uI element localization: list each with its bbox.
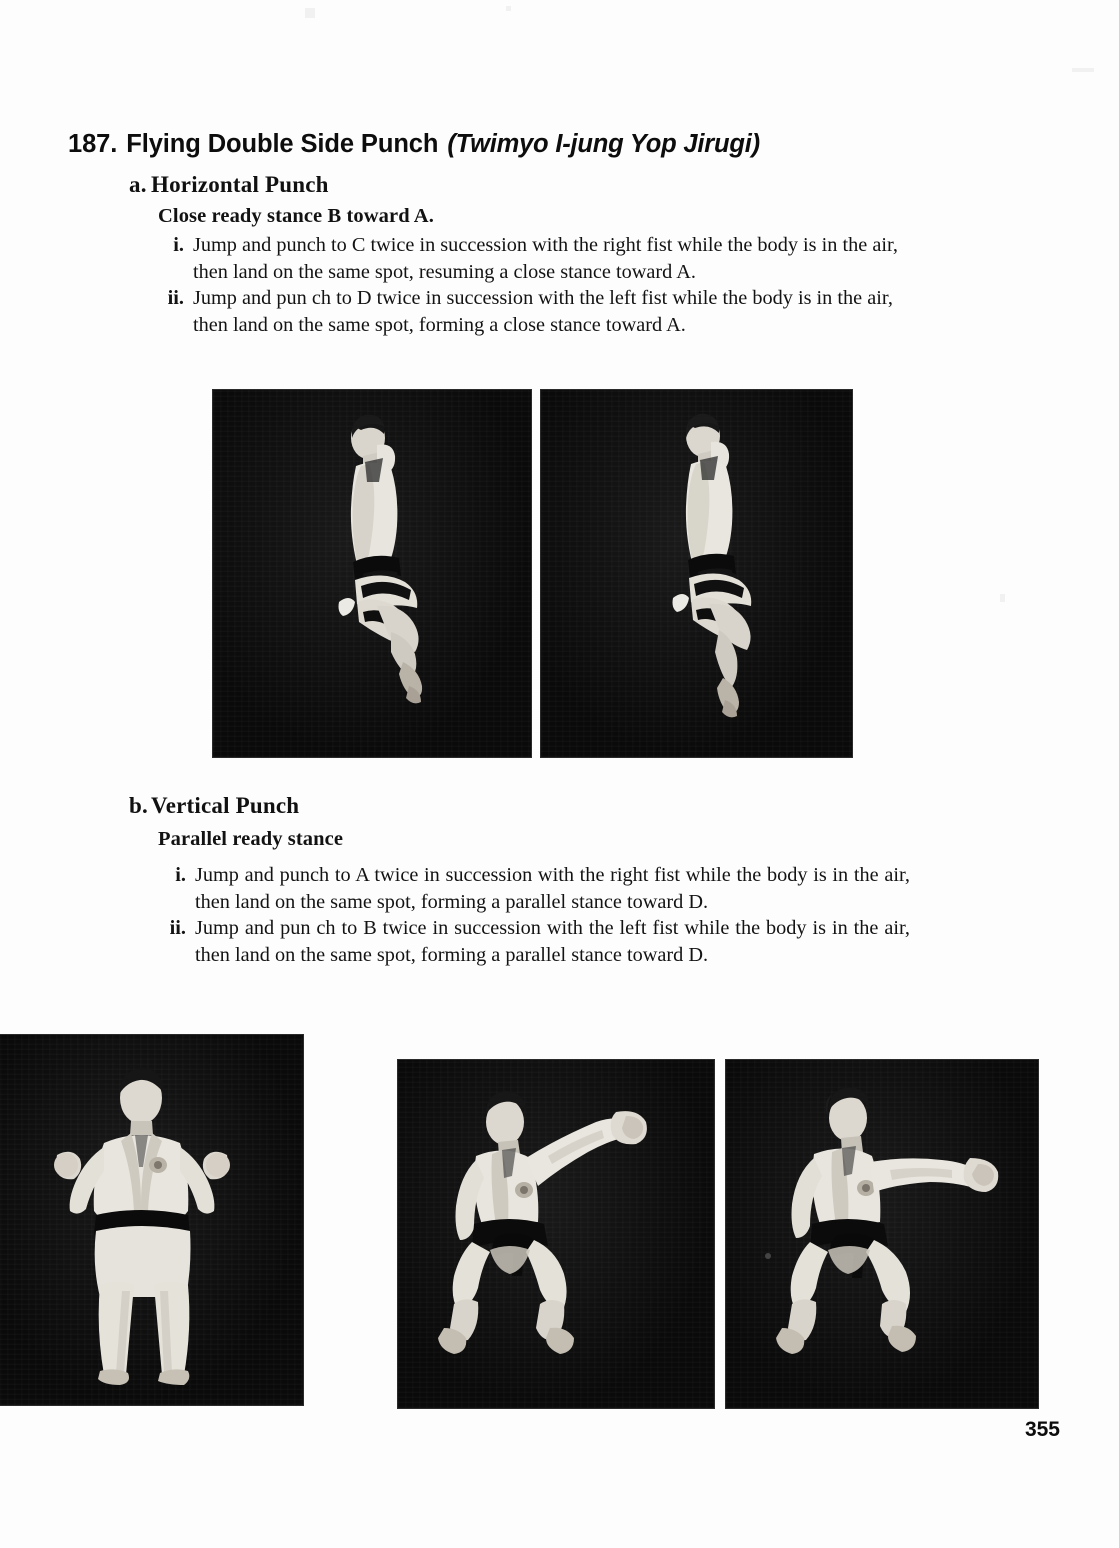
list-item <box>160 915 910 968</box>
section-b-title: Vertical Punch <box>151 793 300 818</box>
figure-airborne-tucked-2 <box>541 390 852 757</box>
step-marker: ii. <box>169 917 186 939</box>
photo-parallel-ready-stance <box>0 1035 303 1405</box>
section-a-title: Horizontal Punch <box>151 172 329 197</box>
scan-artifact <box>305 8 315 18</box>
list-item <box>160 862 910 915</box>
photo-horizontal-punch-1 <box>213 390 531 757</box>
scan-artifact <box>1072 68 1094 72</box>
list-item <box>158 285 920 338</box>
heading-korean-term: (Twimyo I-jung Yop Jirugi) <box>447 130 760 158</box>
photo-horizontal-punch-2 <box>541 390 852 757</box>
step-text: Jump and pun ch to B twice in succession with the left fist while the body is in the air, then land on the same spot, forming a parallel stance toward D. <box>195 917 910 966</box>
section-a-steps <box>158 232 920 338</box>
figure-airborne-punch-1 <box>398 1060 714 1408</box>
section-a-heading <box>129 172 329 198</box>
heading-number: 187. <box>68 130 118 158</box>
section-b-heading <box>129 793 299 819</box>
section-b-stance: Parallel ready stance <box>158 828 344 850</box>
section-a-stance: Close ready stance B toward A. <box>158 205 434 227</box>
section-a-marker: a. <box>129 172 147 197</box>
step-marker: ii. <box>167 287 184 309</box>
photo-vertical-punch-1 <box>398 1060 714 1408</box>
page-number: 355 <box>1024 1418 1060 1441</box>
figure-airborne-tucked-1 <box>213 390 531 757</box>
step-marker: i. <box>175 864 186 886</box>
step-text: Jump and punch to A twice in succession with the right fist while the body is in the air, then land on the same spot, forming a parallel stance toward D. <box>195 864 910 913</box>
photo-vertical-punch-2 <box>726 1060 1038 1408</box>
page-title <box>68 130 968 159</box>
step-text: Jump and pun ch to D twice in succession with the left fist while the body is in the air, then land on the same spot, forming a close stance toward A. <box>193 287 893 336</box>
scan-artifact <box>1000 594 1005 602</box>
heading-title-text: Flying Double Side Punch <box>126 130 439 158</box>
scan-artifact <box>506 6 511 11</box>
section-b-marker: b. <box>129 793 148 818</box>
figure-airborne-punch-2 <box>726 1060 1038 1408</box>
list-item <box>158 232 920 285</box>
figure-standing-ready-stance <box>0 1035 303 1405</box>
step-marker: i. <box>173 234 184 256</box>
section-b-steps <box>160 862 910 968</box>
step-text: Jump and punch to C twice in succession with the right fist while the body is in the air, then land on the same spot, resuming a close stance toward A. <box>193 234 898 283</box>
